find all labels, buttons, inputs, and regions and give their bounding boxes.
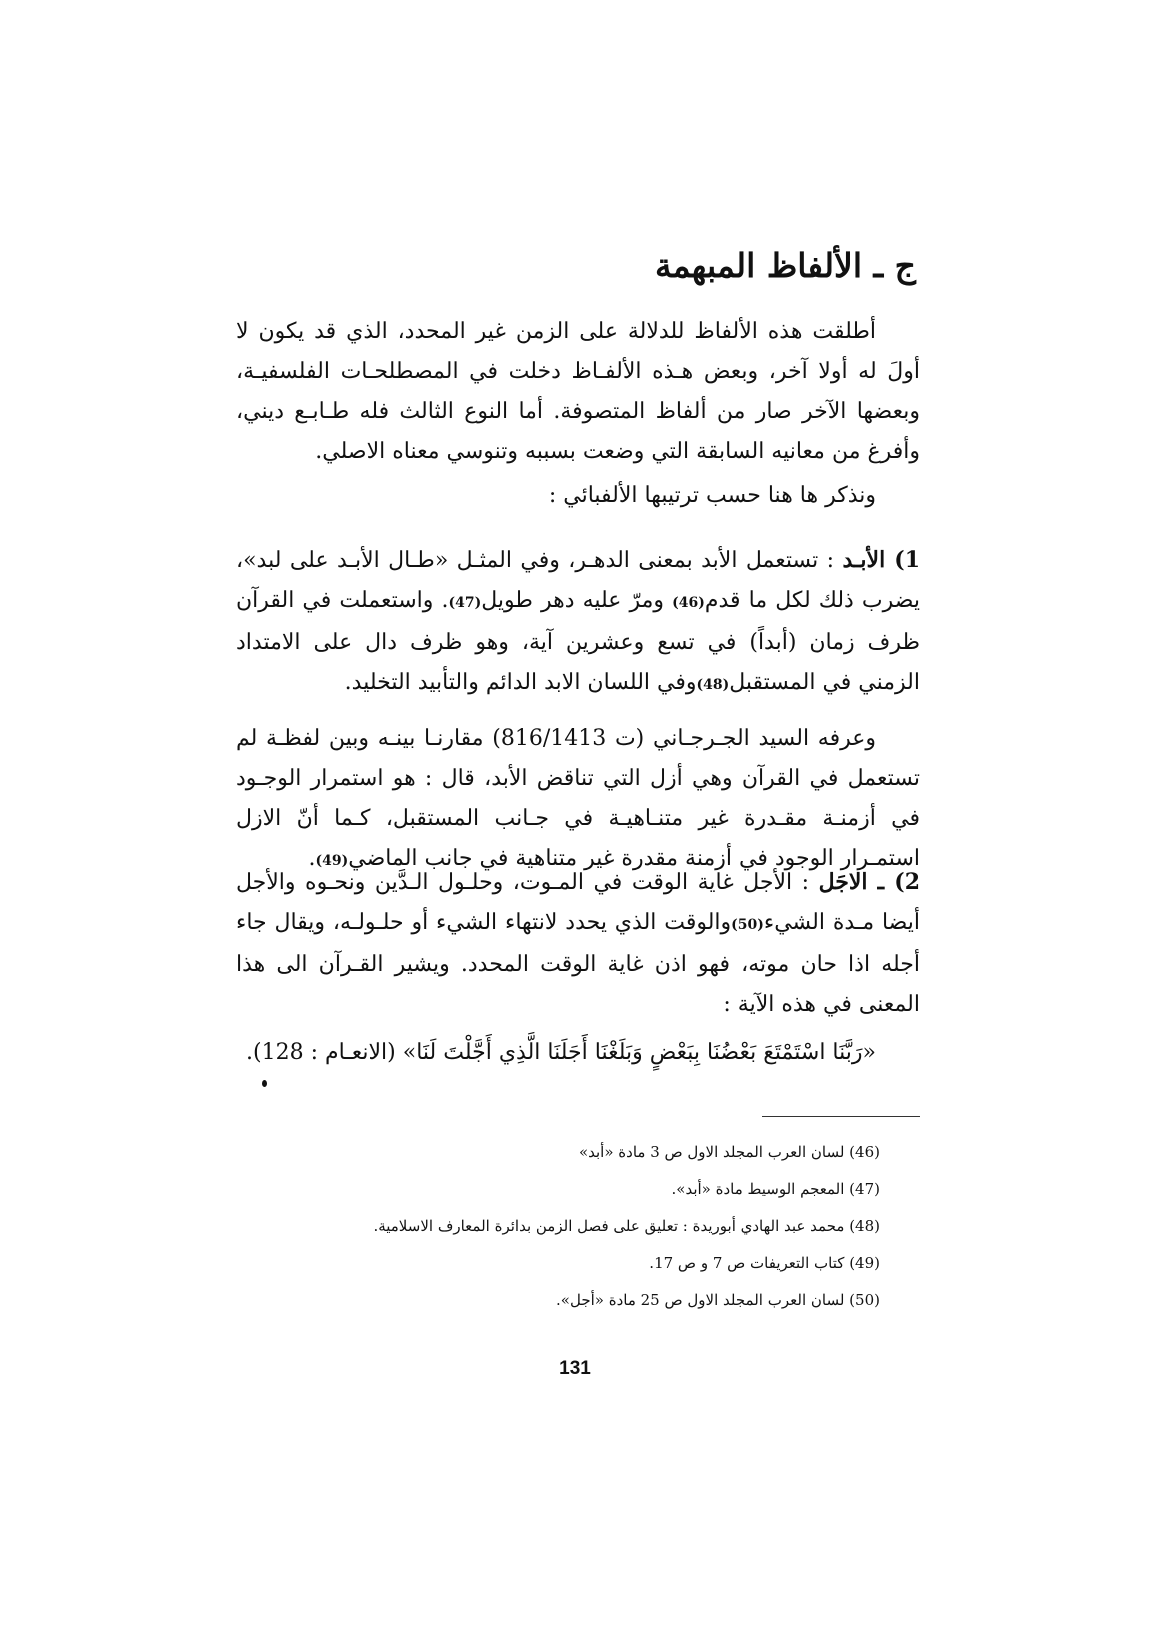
entry-abad-paragraph — [236, 540, 920, 705]
footnote-ref-47: (47) — [448, 595, 482, 611]
entry-abad — [236, 540, 920, 881]
entry-text: وفي اللسان الابد الدائم والتأبيد التخليد. — [344, 670, 697, 695]
footnote-ref-50: (50) — [731, 917, 764, 933]
entry-text: : تستعمل الأبد بمعنى الدهـر، وفي المثـل «طـال الأبـد على لبد»، يضرب ذلك لكل ما قدم — [236, 548, 920, 613]
entry-text: ومرّ عليه دهر طويل — [481, 588, 673, 613]
footnote-47: (47) المعجم الوسيط مادة «أبد». — [671, 1180, 880, 1198]
entry-ajal — [236, 862, 920, 1073]
footnote-divider — [762, 1116, 920, 1117]
footnote-ref-48: (48) — [696, 677, 730, 693]
entry-term: 1) الأبـد — [842, 547, 920, 573]
entry-ajal-paragraph — [236, 862, 920, 1025]
intro-list-lead: ونذكر ها هنا حسب ترتيبها الألفبائي : — [548, 483, 876, 508]
quran-verse: «رَبَّنَا اسْتَمْتَعَ بَعْضُنَا بِبَعْضٍ وَبَلَغْنَا أَجَلَنَا الَّذِي أَجَّلْتَ لَنَا» (الانعـام : 128). — [246, 1040, 876, 1065]
entry-term: 2) ـ الاجَل — [818, 869, 920, 895]
footnote-ref-49: (49) — [315, 853, 349, 869]
entry-text: : الأجل غاية الوقت في المـوت، وحلـول الـدَّين ونحـوه والأجل أيضا مـدة الشيء — [236, 870, 920, 935]
footnote-49: (49) كتاب التعريفات ص 7 و ص 17. — [649, 1254, 880, 1272]
footnote-50: (50) لسان العرب المجلد الاول ص 25 مادة «أجل». — [556, 1291, 880, 1309]
ink-mark — [262, 1080, 267, 1087]
entry-text: والوقت الذي يحدد لانتهاء الشيء أو حلـولـه، ويقال جاء أجله اذا حان موته، فهو اذن غاية الوقت المحدد. ويشير القـرآن الى هذا المعنى في هذه الآية : — [236, 910, 920, 1017]
footnote-46: (46) لسان العرب المجلد الاول ص 3 مادة «أبد» — [578, 1143, 880, 1161]
footnote-48: (48) محمد عبد الهادي أبوريدة : تعليق على فصل الزمن بدائرة المعارف الاسلامية. — [373, 1217, 880, 1235]
footnote-ref-46: (46) — [672, 595, 705, 611]
entry-abad-continuation — [236, 719, 920, 881]
footnotes — [220, 1134, 880, 1319]
entry-text: . واستعملت في القرآن ظرف زمان (أبداً) في تسع وعشرين آية، وهو ظرف دال على الامتداد الزمني في المستقبل — [236, 588, 920, 695]
intro-section — [236, 312, 920, 516]
entry-text: . — [308, 846, 316, 871]
section-heading: ج ـ الألفاظ المبهمة — [655, 246, 916, 285]
page-number: 131 — [559, 1358, 591, 1379]
entry-text: وعرفه السيد الجـرجـاني (ت 816/1413) مقارنـا بينـه وبين لفظـة لم تستعمل في القرآن وهي أزل التي تناقض الأبد، قال : هو استمرار الوجـود في أزمنـة مقـدرة غير متنـاهيـة في جـانب المستقبل، كـما أنّ الازل استمـرار الوجود في أزمنة مقدرة غير متناهية في جانب الماضي — [236, 726, 920, 871]
intro-paragraph: أطلقت هذه الألفاظ للدلالة على الزمن غير المحدد، الذي قد يكون لا أولَ له أولا آخر، وبعض هـذه الألفـاظ دخلت في المصطلحـات الفلسفيـة، وبعضها الآخر صار من ألفاظ المتصوفة. أما النوع الثالث فله طـابـع ديني، وأفرغ من معانيه السابقة التي وضعت بسببه وتنوسي معناه الاصلي. — [236, 319, 920, 464]
